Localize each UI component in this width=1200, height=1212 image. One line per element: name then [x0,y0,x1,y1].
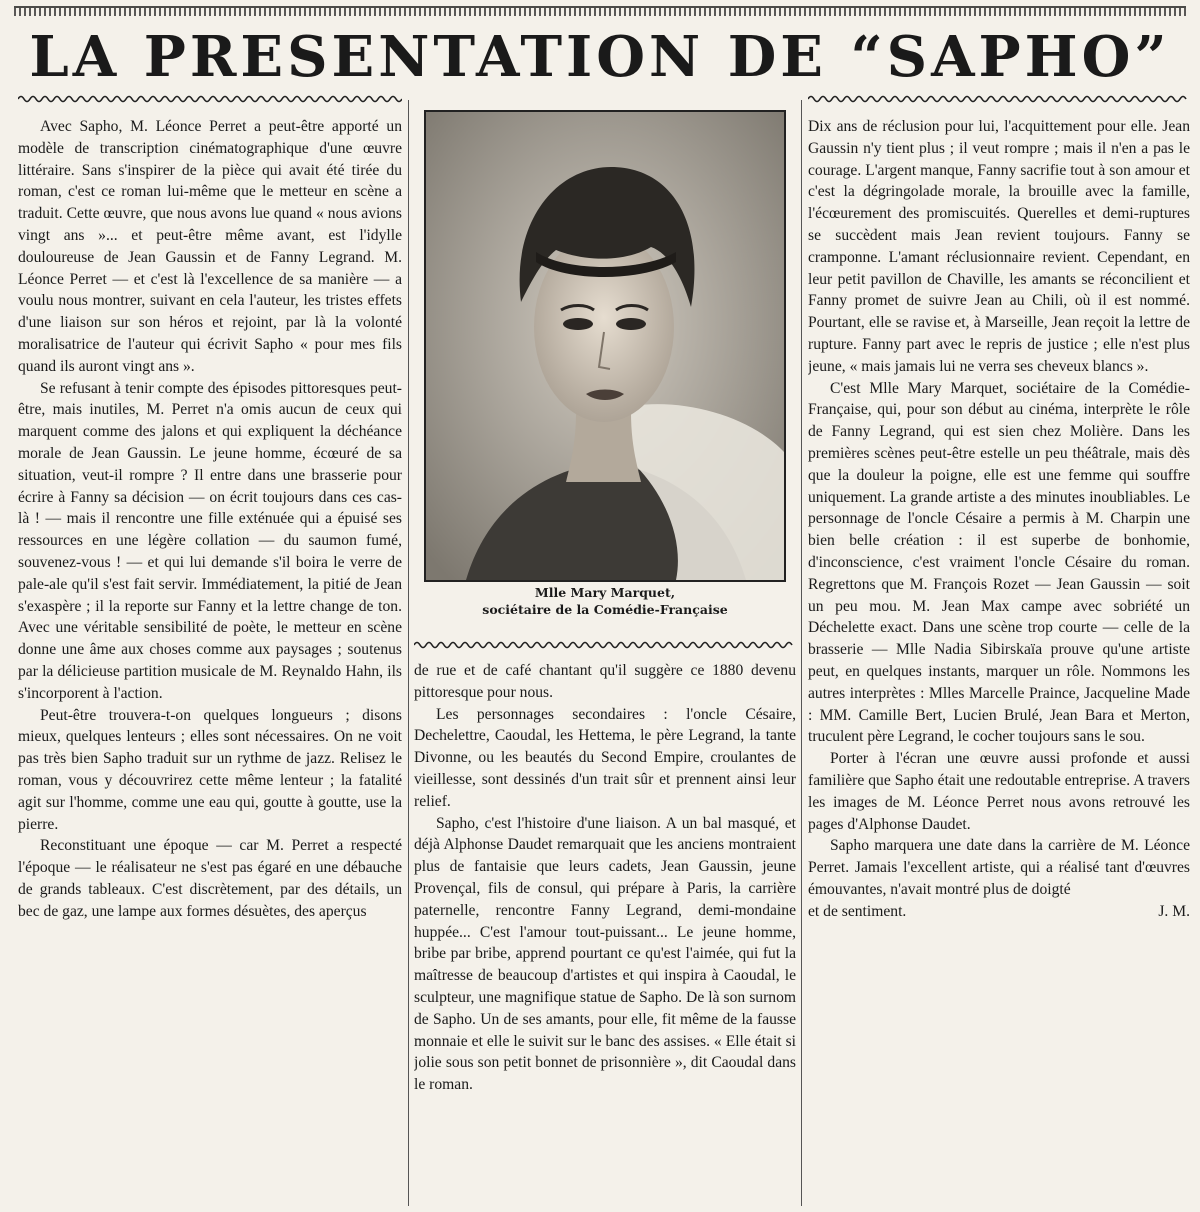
column-divider-right [801,100,802,1206]
author-signature: J. M. [1158,902,1190,920]
paragraph: Peut-être trouvera-t-on quelques longueurs ; disons mieux, quelques lenteurs ; elles sont nécessaires. On ne voit pas très bien Sapho traduit sur un rythme de jazz. Relisez le roman, vous y découvrirez cette même lenteur ; la fatalité agit sur l'homme, comme une eau qui, goutte à goutte, use la pierre. [18,706,402,833]
paragraph: Sapho marquera une date dans la carrière de M. Léonce Perret. Jamais l'excellent artiste, qui a réalisé tant d'œuvres émouvantes, n'avait montré plus de doigté [808,837,1190,898]
photo-caption [414,584,796,618]
caption-title: sociétaire de la Comédie-Française [482,602,728,617]
article-column-2 [414,660,796,1206]
paragraph: Les personnages secondaires : l'oncle Césaire, Dechelettre, Caoudal, les Hettema, le père Legrand, la tante Divonne, ou les beautés du Second Empire, croulantes de vieillesse, sont dessinés d'un trait sûr et prennent ainsi leur relief. [414,705,796,810]
wavy-rule-left [18,94,402,104]
closing-last-line: et de sentiment. [808,902,907,920]
paragraph: Sapho, c'est l'histoire d'une liaison. A un bal masqué, et déjà Alphonse Daudet remarquait que les anciens montraient plus de fantaisie que leurs cadets, Jean Gaussin, jeune Provençal, fils de consul, qui prépare à Paris, la carrière paternelle, rencontre Fanny Legrand, demi-mondaine huppée... C'est l'amour tout-puissant... Le jeune homme, bribe par bribe, apprend pourtant ce qu'est l'aimée, qui fut la maîtresse de beaucoup d'artistes et qui inspira à Caoudal, le sculpteur, une magnifique statue de Sapho. De là son surnom de Sapho. Un de ses amants, pour elle, fit même de la fausse monnaie et elle le suivit sur le banc des assises. « Elle était si jolie sous son petit bonnet de prisonnière », dit Caoudal dans le roman. [414,814,796,1094]
article-column-3 [808,116,1190,1206]
paragraph: Dix ans de réclusion pour lui, l'acquittement pour elle. Jean Gaussin n'y tient plus ; il veut rompre ; mais il n'en a pas le courage. L'argent manque, Fanny sacrifie tout à son amour et c'est la dégringolade morale, la brouille avec la famille, l'écœurement des promiscuités. Querelles et demi-ruptures se succèdent mais Jean revient toujours. Fanny se cramponne. L'amant réclusionnaire revient. Cependant, en leur petit pavillon de Chaville, les amants se réconcilient et Fanny promet de suivre Jean au Chili, où il est nommé. Pourtant, elle se ravise et, à Marseille, Jean reçoit la lettre de rupture. Fanny part avec le repris de justice ; elle n'est plus jeune, « mais jamais lui ne verra ses cheveux blancs ». [808,118,1190,375]
paragraph: Porter à l'écran une œuvre aussi profonde et aussi familière que Sapho était une redoutable entreprise. A travers les images de M. Léonce Perret nous avons retrouvé les pages d'Alphonse Daudet. [808,750,1190,833]
headline: LA PRESENTATION DE “SAPHO” [29,24,1171,90]
top-decorative-rule [14,6,1186,16]
wavy-rule-right [808,94,1190,104]
paragraph: C'est Mlle Mary Marquet, sociétaire de la Comédie-Française, qui, pour son début au cinéma, interprète le rôle de Fanny Legrand, qui est sien chez Molière. Dans les premières scènes peut-être estelle un peu théâtrale, mais dès que la douleur la poigne, elle est une femme qui souffre uniquement. La grande artiste a des minutes inoubliables. Le personnage de l'oncle Césaire a permis à M. Charpin une bien belle création : il est superbe de bonhomie, d'inconscience, c'est vraiment l'oncle Césaire du roman. Regrettons que M. François Rozet — Jean Gaussin — soit un peu mou. M. Jean Max campe avec sobriété un Déchelette exact. Dans une scène trop courte — celle de la brasserie — Mlle Nadia Sibirskaïa prouve qu'une artiste peut, en quelques instants, marquer un rôle. Nommons les autres interprètes : Mlles Marcelle Praince, Jacqueline Made : MM. Camille Bert, Lucien Brulé, Jean Bara et Merton, truculent père Legrand, le cocher toujours sans le sou. [808,379,1190,746]
article-column-1 [18,116,402,1206]
caption-name: Mlle Mary Marquet, [534,585,676,600]
column-divider-left [408,100,409,1206]
wavy-rule-center [414,640,796,650]
paragraph: de rue et de café chantant qu'il suggère ce 1880 devenu pittoresque pour nous. [414,662,796,701]
paragraph: Reconstituant une époque — car M. Perret a respecté l'époque — le réalisateur ne s'est pas égaré en une débauche de grands tableaux. C'est discrètement, par des détails, un bec de gaz, une lampe aux formes désuètes, des aperçus [18,837,402,920]
closing-line [808,901,1190,923]
paragraph: Avec Sapho, M. Léonce Perret a peut-être apporté un modèle de transcription cinématographique d'une œuvre littéraire. Sans s'inspirer de la pièce qui avait été tirée du roman, c'est ce roman lui-même que le metteur en scène a traduit. Cette œuvre, que nous avons lue quand « nous avions vingt ans »... et peut-être même avant, est l'idylle douloureuse de Jean Gaussin et de Fanny Legrand. M. Léonce Perret — et c'est là l'excellence de sa manière — a voulu nous montrer, suivant en cela l'auteur, les tristes effets d'une liaison sur son héros et rejoint, par là la volonté moralisatrice de l'auteur qui écrivit Sapho « pour mes fils quand ils auront vingt ans ». [18,118,402,375]
paragraph: Se refusant à tenir compte des épisodes pittoresques peut-être, mais inutiles, M. Perret n'a omis aucun de ceux qui marquent comme des jalons et qui expliquent la déchéance morale de Jean Gaussin. Le jeune homme, écœuré de sa situation, veut-il rompre ? Il entre dans une brasserie pour écrire à Fanny sa décision — on écrit toujours dans ces cas-là ! — mais il rencontre une fille exténuée qui a épuisé ses ressources en une légère collation — du saumon fumé, souvenez-vous ! — et qui lui demande s'il boira le verre de pale-ale qu'il s'est fait servir. Immédiatement, la pitié de Jean s'exaspère ; il la reporte sur Fanny et la lettre change de ton. Avec une véritable sensibilité de poète, le metteur en scène donne une âme aux choses comme aux paysages ; soutenus par la délicieuse partition musicale de M. Reynaldo Hahn, ils s'incorporent à l'action. [18,379,402,702]
portrait-photo [424,110,786,582]
